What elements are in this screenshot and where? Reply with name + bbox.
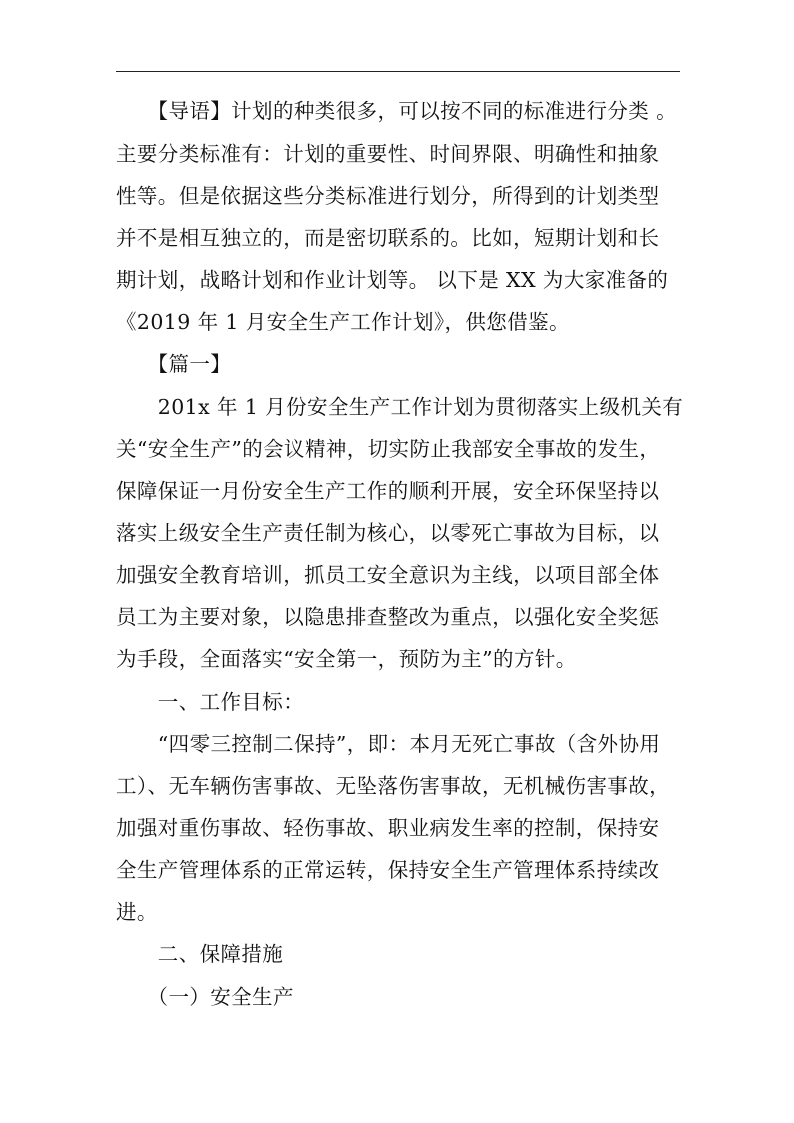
text-line: 主要分类标准有：计划的重要性、时间界限、明确性和抽象	[116, 142, 660, 166]
text-line: 保障保证一月份安全生产工作的顺利开展，安全环保坚持以	[116, 479, 660, 503]
section-heading: 【篇一】	[116, 352, 232, 376]
text-line: 《2019 年 1 月安全生产工作计划》，供您借鉴。	[116, 310, 570, 334]
section-heading: 一、工作目标：	[116, 690, 305, 714]
text-line: 为手段，全面落实“安全第一，预防为主”的方针。	[116, 647, 577, 671]
text-line: 并不是相互独立的，而是密切联系的。比如，短期计划和长	[116, 226, 660, 250]
text-line: 员工为主要对象，以隐患排查整改为重点，以强化安全奖惩	[116, 605, 660, 629]
text-line: 工）、无车辆伤害事故、无坠落伤害事故，无机械伤害事故，	[116, 774, 671, 798]
text-line: 加强对重伤事故、轻伤事故、职业病发生率的控制，保持安	[116, 816, 660, 840]
text-line: 201x 年 1 月份安全生产工作计划为贯彻落实上级机关有	[116, 395, 684, 419]
subsection-heading: （一）安全生产	[116, 985, 294, 1009]
text-line: 关“安全生产”的会议精神，切实防止我部安全事故的发生，	[116, 437, 661, 461]
header-rule	[116, 71, 680, 72]
text-line: 性等。但是依据这些分类标准进行划分，所得到的计划类型	[116, 184, 660, 208]
text-line: 落实上级安全生产责任制为核心，以零死亡事故为目标，以	[116, 521, 660, 545]
text-line: 【导语】计划的种类很多，可以按不同的标准进行分类 。	[116, 99, 677, 123]
text-line: “四零三控制二保持”，即：本月无死亡事故（含外协用	[116, 732, 661, 756]
text-line: 进。	[116, 900, 158, 924]
section-heading: 二、保障措施	[116, 942, 284, 966]
text-line: 期计划，战略计划和作业计划等。 以下是 XX 为大家准备的	[116, 268, 669, 292]
text-line: 全生产管理体系的正常运转，保持安全生产管理体系持续改	[116, 858, 660, 882]
text-line: 加强安全教育培训，抓员工安全意识为主线，以项目部全体	[116, 563, 660, 587]
